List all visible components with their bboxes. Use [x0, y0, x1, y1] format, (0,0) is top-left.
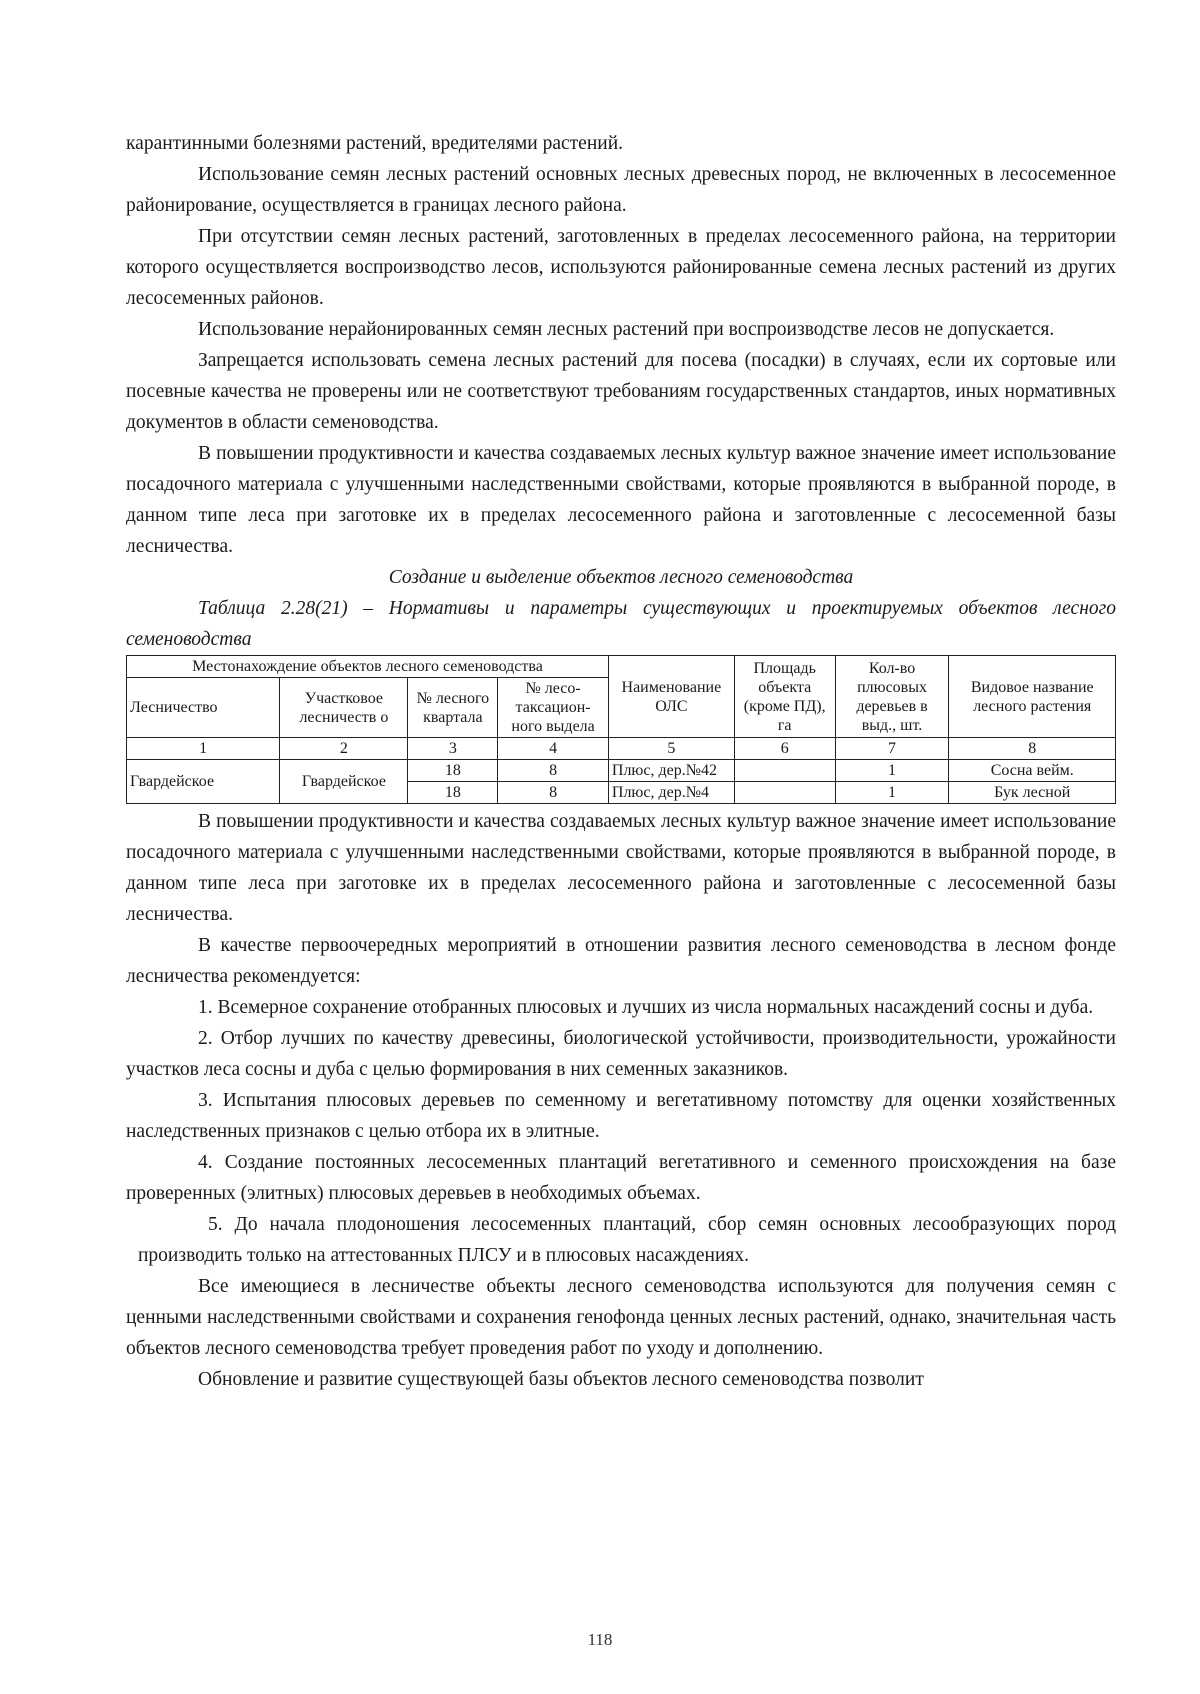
- cell-trees: 1: [835, 782, 949, 804]
- cell-species: Сосна вейм.: [949, 760, 1116, 782]
- cell-section: 8: [498, 782, 609, 804]
- header-area: Площадь объекта (кроме ПД), га: [734, 656, 835, 738]
- document-page: [126, 128, 1116, 1395]
- header-species: Видовое название лесного растения: [949, 656, 1116, 738]
- paragraph: В качестве первоочередных мероприятий в отношении развития лесного семеноводства в лесном фонде лесничества рекомендуется:: [126, 935, 1116, 987]
- header-ols-name: Наименование ОЛС: [608, 656, 734, 738]
- seed-objects-table: [126, 655, 1116, 804]
- column-number: 8: [949, 738, 1116, 760]
- list-item: 3. Испытания плюсовых деревьев по семенному и вегетативному потомству для оценки хозяйственных наследственных признаков с целью отбора их в элитные.: [126, 1090, 1116, 1142]
- header-trees: Кол-во плюсовых деревьев в выд., шт.: [835, 656, 949, 738]
- list-item: 4. Создание постоянных лесосеменных плантаций вегетативного и семенного происхождения на базе проверенных (элитных) плюсовых деревьев в необходимых объемах.: [126, 1152, 1116, 1204]
- column-number: 6: [734, 738, 835, 760]
- cell-trees: 1: [835, 760, 949, 782]
- cell-quarter: 18: [408, 760, 498, 782]
- header-quarter: № лесного квартала: [408, 678, 498, 738]
- paragraph: Все имеющиеся в лесничестве объекты лесного семеноводства используются для получения семян с ценными наследственными свойствами и сохранения генофонда ценных лесных растений, однако, значительная часть объектов лесного семеноводства требует проведения работ по уходу и дополнению.: [126, 1276, 1116, 1359]
- paragraph: Запрещается использовать семена лесных растений для посева (посадки) в случаях, если их сортовые или посевные качества не проверены или не соответствуют требованиям государственных стандартов, иных нормативных документов в области семеноводства.: [126, 350, 1116, 433]
- cell-district: Гвардейское: [280, 760, 408, 804]
- table-row: [127, 760, 1116, 782]
- table-caption: Таблица 2.28(21) – Нормативы и параметры существующих и проектируемых объектов лесного семеноводства: [126, 598, 1116, 650]
- column-number: 2: [280, 738, 408, 760]
- paragraph: В повышении продуктивности и качества создаваемых лесных культур важное значение имеет использование посадочного материала с улучшенными наследственными свойствами, которые проявляются в выбранной породе, в данном типе леса при заготовке их в пределах лесосеменного района и заготовленные с лесосеменной базы лесничества.: [126, 811, 1116, 925]
- column-number: 7: [835, 738, 949, 760]
- column-number: 5: [608, 738, 734, 760]
- paragraph: В повышении продуктивности и качества создаваемых лесных культур важное значение имеет использование посадочного материала с улучшенными наследственными свойствами, которые проявляются в выбранной породе, в данном типе леса при заготовке их в пределах лесосеменного района и заготовленные с лесосеменной базы лесничества.: [126, 443, 1116, 557]
- column-number: 3: [408, 738, 498, 760]
- list-item: 1. Всемерное сохранение отобранных плюсовых и лучших из числа нормальных насаждений сосны и дуба.: [198, 997, 1094, 1018]
- cell-section: 8: [498, 760, 609, 782]
- header-forestry: Лесничество: [127, 678, 280, 738]
- header-district: Участковое лесничеств о: [280, 678, 408, 738]
- header-section: № лесо-таксацион-ного выдела: [498, 678, 609, 738]
- list-item: 5. До начала плодоношения лесосеменных плантаций, сбор семян основных лесообразующих пород производить только на аттестованных ПЛСУ и в плюсовых насаждениях.: [138, 1214, 1116, 1266]
- paragraph: Обновление и развитие существующей базы объектов лесного семеноводства позволит: [198, 1369, 924, 1390]
- paragraph-continuation: карантинными болезнями растений, вредителями растений.: [126, 133, 624, 154]
- table-group-header: Местонахождение объектов лесного семеноводства: [127, 656, 609, 678]
- cell-ols-name: Плюс, дер.№42: [608, 760, 734, 782]
- cell-quarter: 18: [408, 782, 498, 804]
- page-number: 118: [587, 1630, 613, 1649]
- column-number: 4: [498, 738, 609, 760]
- section-heading: Создание и выделение объектов лесного семеноводства: [388, 567, 854, 588]
- table-header-row: [127, 656, 1116, 678]
- column-number: 1: [127, 738, 280, 760]
- list-item: 2. Отбор лучших по качеству древесины, биологической устойчивости, производительности, урожайности участков леса сосны и дуба с целью формирования в них семенных заказников.: [126, 1028, 1116, 1080]
- cell-area: [734, 782, 835, 804]
- cell-forestry: Гвардейское: [127, 760, 280, 804]
- cell-ols-name: Плюс, дер.№4: [608, 782, 734, 804]
- paragraph: Использование семян лесных растений основных лесных древесных пород, не включенных в лесосеменное районирование, осуществляется в границах лесного района.: [126, 164, 1116, 216]
- cell-species: Бук лесной: [949, 782, 1116, 804]
- paragraph: Использование нерайонированных семян лесных растений при воспроизводстве лесов не допускается.: [198, 319, 1055, 340]
- table-number-row: [127, 738, 1116, 760]
- cell-area: [734, 760, 835, 782]
- paragraph: При отсутствии семян лесных растений, заготовленных в пределах лесосеменного района, на территории которого осуществляется воспроизводство лесов, используются районированные семена лесных растений из других лесосеменных районов.: [126, 226, 1116, 309]
